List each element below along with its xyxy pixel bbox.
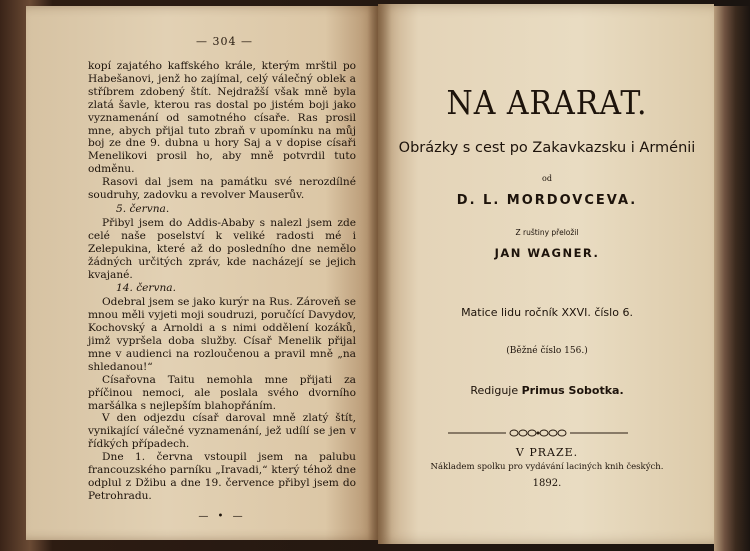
running-number: (Běžné číslo 156.): [506, 346, 588, 356]
paragraph: Rasovi dal jsem na památku své nerozdílné soudruhy, zadovku a revolver Mauserův.: [88, 176, 356, 202]
editor-name: Primus Sobotka.: [521, 384, 624, 397]
publisher: Nákladem spolku pro vydávání laciných knih českých.: [430, 462, 664, 472]
end-ornament: — • —: [198, 510, 246, 522]
paragraph: Přibyl jsem do Addis-Ababy s nalezl jsem zde celé naše poselství k veliké radosti mé i Zelepukina, které až do posledního dne nemělo žádných určitých zpráv, kde nacházejí se jejich kvajané.: [88, 216, 356, 281]
editor-line: [398, 384, 696, 397]
book-title: NA ARARAT.: [446, 84, 648, 123]
author-name: D. L. MORDOVCEVA.: [456, 193, 638, 208]
date-heading: 14. června.: [116, 282, 176, 295]
publication-place: V PRAZE.: [515, 446, 579, 459]
date-heading: 5. června.: [116, 202, 170, 215]
paragraph: kopí zajatého kaffského krále, kterým mrštil po Habešanovi, jenž ho zajímal, celý válečný oblek a stříbrem zdobený štít. Nejdražší však mně byla zlatá šavle, kterou ras dostal po jistém boji jako vyznamenání od samotného císaře. Ras prosil mne, abych přijal tuto zbraň v upomínku na můj boj ze dne 9. dubna u hory Saj a v dopise císaři Menelikovi prosil ho, aby mně potvrdil tuto odměnu.: [88, 60, 356, 176]
paragraph: V den odjezdu císař daroval mně zlatý štít, vynikající válečné vyznamenání, jež udílí se jen v řídkých případech.: [88, 412, 356, 451]
paragraph: Císařovna Taitu nemohla mne přijati za příčinou nemoci, ale poslala svého dvorního maršálka s nejlepším blahopřáním.: [88, 373, 356, 412]
book-edge: [714, 6, 750, 551]
ornament-rule-icon: [448, 427, 628, 439]
paragraph: Odebral jsem se jako kurýr na Rus. Zároveň se mnou měli vyjeti moji soudruzi, poručící Davydov, Kochovský a Arnoldi a s nimi oddělení kozáků, jimž vypršela doba služby. Císař Menelik přijal mne v audienci na rozloučenou a pravil mně „na shledanou!“: [88, 296, 356, 373]
publication-year: 1892.: [532, 478, 562, 489]
series-info: Matice lidu ročník XXVI. číslo 6.: [461, 306, 633, 319]
translation-note: Z ruštiny přeložil: [515, 228, 579, 237]
left-body-text: [88, 60, 356, 524]
editor-prefix: Rediguje: [470, 384, 519, 397]
by-line: od: [542, 174, 552, 183]
translator-name: JAN WAGNER.: [494, 246, 600, 260]
page-number: — 304 —: [196, 35, 253, 48]
paragraph: Dne 1. června vstoupil jsem na palubu francouzského parníku „Iravadi,“ který téhož dne odplul z Džibu a dne 19. července přibyl jsem do Petrohradu.: [88, 451, 356, 502]
book-subtitle: Obrázky s cest po Zakavkazsku i Arménii: [398, 140, 696, 156]
